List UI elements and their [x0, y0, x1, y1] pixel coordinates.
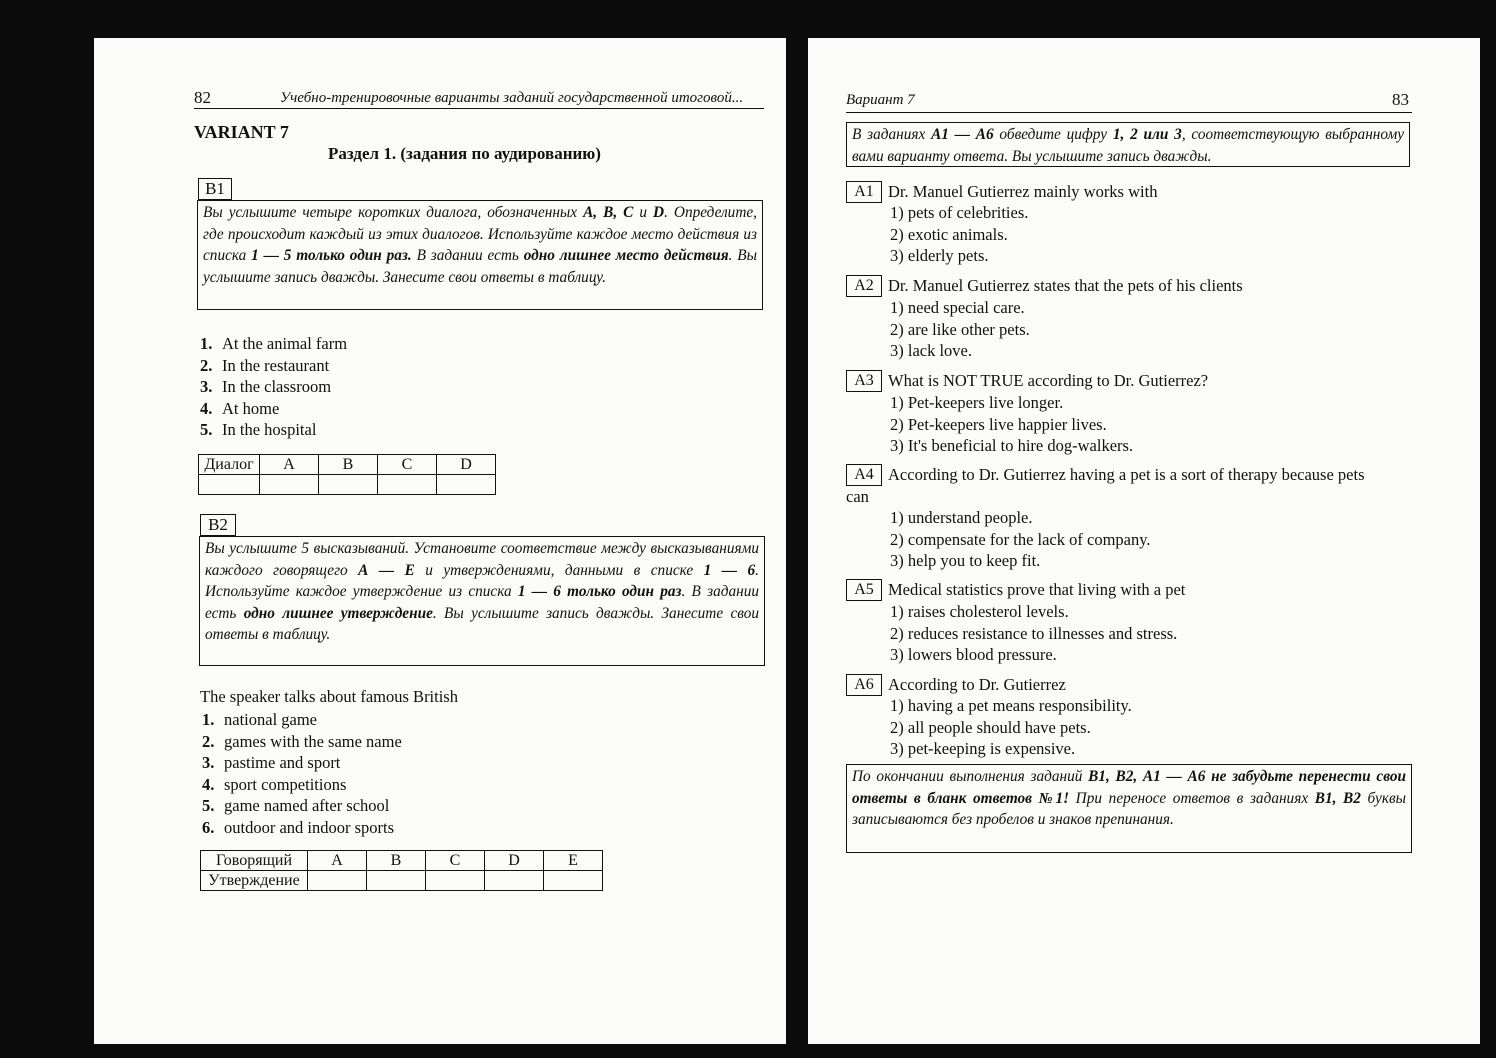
- answer-option[interactable]: 1) understand people.: [890, 508, 1033, 527]
- answer-cell[interactable]: [426, 871, 485, 891]
- answer-option[interactable]: 2) all people should have pets.: [890, 717, 1091, 737]
- page-number-left: 82: [194, 88, 211, 107]
- question-stem: Medical statistics prove that living with a pet: [888, 580, 1186, 599]
- list-item: 1. At the animal farm: [200, 334, 348, 353]
- header-rule-left: [194, 108, 764, 109]
- b1-answer-table: [198, 454, 496, 495]
- answer-option[interactable]: 2) compensate for the lack of company.: [890, 529, 1151, 549]
- answer-option[interactable]: 3) pet-keeping is expensive.: [890, 739, 1076, 758]
- table-header-cell: D: [485, 851, 544, 871]
- question-a6: [888, 674, 1066, 696]
- answer-cell[interactable]: [319, 475, 378, 495]
- answer-cell[interactable]: [437, 475, 496, 495]
- task-label-a6: A6: [846, 674, 882, 696]
- question-a4: [888, 464, 1365, 486]
- table-row-label: Говорящий: [201, 851, 308, 871]
- task-label-a1: A1: [846, 181, 882, 203]
- list-item: 1. national game: [202, 710, 318, 729]
- question-a2: [888, 275, 1243, 297]
- b2-lead-text: The speaker talks about famous British: [200, 687, 458, 706]
- question-a5-options: [888, 601, 1177, 666]
- final-note-box: По окончании выполнения заданий В1, В2, А1 — А6 не забудьте перенести свои ответы в бланк ответов №1! При переносе ответов в заданиях В1, В2 буквы записываются без пробелов и знаков препинания.: [846, 764, 1412, 853]
- b2-answer-table: [200, 850, 603, 891]
- instruction-box-b2: Вы услышите 5 высказываний. Установите соответствие между высказываниями каждого говорящего А — Е и утверждениями, данными в списке 1 — 6. Используйте каждое утверждение из списка 1 — 6 только один раз. В задании есть одно лишнее утверждение. Вы услышите запись дважды. Занесите свои ответы в таблицу.: [199, 536, 765, 666]
- list-item: 4. sport competitions: [202, 774, 347, 794]
- table-row-label: Диалог: [199, 455, 260, 475]
- list-item: 5. In the hospital: [200, 420, 317, 439]
- instruction-box-a: В заданиях А1 — А6 обведите цифру 1, 2 или 3, соответствующую выбранному вами варианту ответа. Вы услышите запись дважды.: [846, 122, 1410, 167]
- answer-option[interactable]: 2) Pet-keepers live happier lives.: [890, 414, 1107, 434]
- question-a1-options: [888, 202, 1028, 267]
- answer-option[interactable]: 1) pets of celebrities.: [890, 203, 1029, 222]
- table-header-cell: C: [378, 455, 437, 475]
- question-a1: [888, 181, 1157, 203]
- section-title: Раздел 1. (задания по аудированию): [328, 144, 601, 163]
- answer-option[interactable]: 2) exotic animals.: [890, 224, 1008, 244]
- question-a4-options: [888, 507, 1151, 572]
- task-label-a3: A3: [846, 370, 882, 392]
- b2-options-list: [202, 709, 402, 838]
- answer-cell[interactable]: [378, 475, 437, 495]
- answer-option[interactable]: 1) raises cholesterol levels.: [890, 602, 1069, 621]
- question-a2-options: [888, 297, 1030, 362]
- instruction-box-b1: Вы услышите четыре коротких диалога, обозначенных А, В, С и D. Определите, где происходит каждый из этих диалогов. Используйте каждое место действия из списка 1 — 5 только один раз. В задании есть одно лишнее место действия. Вы услышите запись дважды. Занесите свои ответы в таблицу.: [197, 200, 763, 310]
- task-label-a5: A5: [846, 579, 882, 601]
- list-item: 3. In the classroom: [200, 377, 332, 396]
- table-header-cell: B: [367, 851, 426, 871]
- right-page: [808, 38, 1480, 1044]
- question-stem: Dr. Manuel Gutierrez states that the pets of his clients: [888, 276, 1243, 295]
- answer-option[interactable]: 3) help you to keep fit.: [890, 551, 1041, 570]
- table-header-cell: D: [437, 455, 496, 475]
- answer-option[interactable]: 3) lowers blood pressure.: [890, 645, 1057, 664]
- list-item: 4. At home: [200, 398, 280, 418]
- answer-option[interactable]: 1) having a pet means responsibility.: [890, 696, 1132, 715]
- task-label-a4: A4: [846, 464, 882, 486]
- answer-option[interactable]: 2) are like other pets.: [890, 319, 1030, 339]
- answer-option[interactable]: 1) need special care.: [890, 298, 1025, 317]
- question-stem: Dr. Manuel Gutierrez mainly works with: [888, 182, 1158, 201]
- answer-cell[interactable]: [367, 871, 426, 891]
- question-a5: [888, 579, 1185, 601]
- question-stem: According to Dr. Gutierrez: [888, 675, 1066, 694]
- answer-option[interactable]: 1) Pet-keepers live longer.: [890, 393, 1064, 412]
- answer-cell[interactable]: [485, 871, 544, 891]
- answer-cell[interactable]: [199, 475, 260, 495]
- question-a4-stem-continued: can: [846, 487, 869, 506]
- variant-title: VARIANT 7: [194, 122, 289, 142]
- running-title-left: Учебно-тренировочные варианты заданий государственной итоговой...: [280, 90, 744, 106]
- answer-cell[interactable]: [308, 871, 367, 891]
- list-item: 3. pastime and sport: [202, 753, 341, 772]
- list-item: 2. games with the same name: [202, 731, 402, 751]
- table-header-cell: E: [544, 851, 603, 871]
- answer-option[interactable]: 2) reduces resistance to illnesses and stress.: [890, 623, 1178, 643]
- list-item: 6. outdoor and indoor sports: [202, 817, 395, 837]
- header-rule-right: [846, 112, 1412, 113]
- answer-cell[interactable]: [544, 871, 603, 891]
- answer-option[interactable]: 3) lack love.: [890, 341, 973, 360]
- answer-option[interactable]: 3) It's beneficial to hire dog-walkers.: [890, 436, 1134, 455]
- list-item: 5. game named after school: [202, 796, 390, 815]
- question-a6-options: [888, 695, 1132, 760]
- question-a3-options: [888, 392, 1133, 457]
- table-header-cell: B: [319, 455, 378, 475]
- question-a3: [888, 370, 1208, 392]
- table-header-cell: A: [308, 851, 367, 871]
- list-item: 2. In the restaurant: [200, 355, 330, 375]
- page-number-right: 83: [1392, 90, 1409, 109]
- table-header-cell: C: [426, 851, 485, 871]
- task-label-b2: B2: [200, 514, 236, 536]
- question-stem: According to Dr. Gutierrez having a pet is a sort of therapy because pets: [888, 465, 1365, 484]
- running-title-right: Вариант 7: [846, 92, 915, 108]
- table-header-cell: A: [260, 455, 319, 475]
- answer-cell[interactable]: [260, 475, 319, 495]
- question-stem: What is NOT TRUE according to Dr. Gutierrez?: [888, 371, 1209, 390]
- b1-options-list: [200, 333, 347, 441]
- task-label-a2: A2: [846, 275, 882, 297]
- answer-option[interactable]: 3) elderly pets.: [890, 246, 989, 265]
- task-label-b1: B1: [198, 178, 232, 200]
- table-row-label: Утверждение: [201, 871, 308, 891]
- left-page: [94, 38, 786, 1044]
